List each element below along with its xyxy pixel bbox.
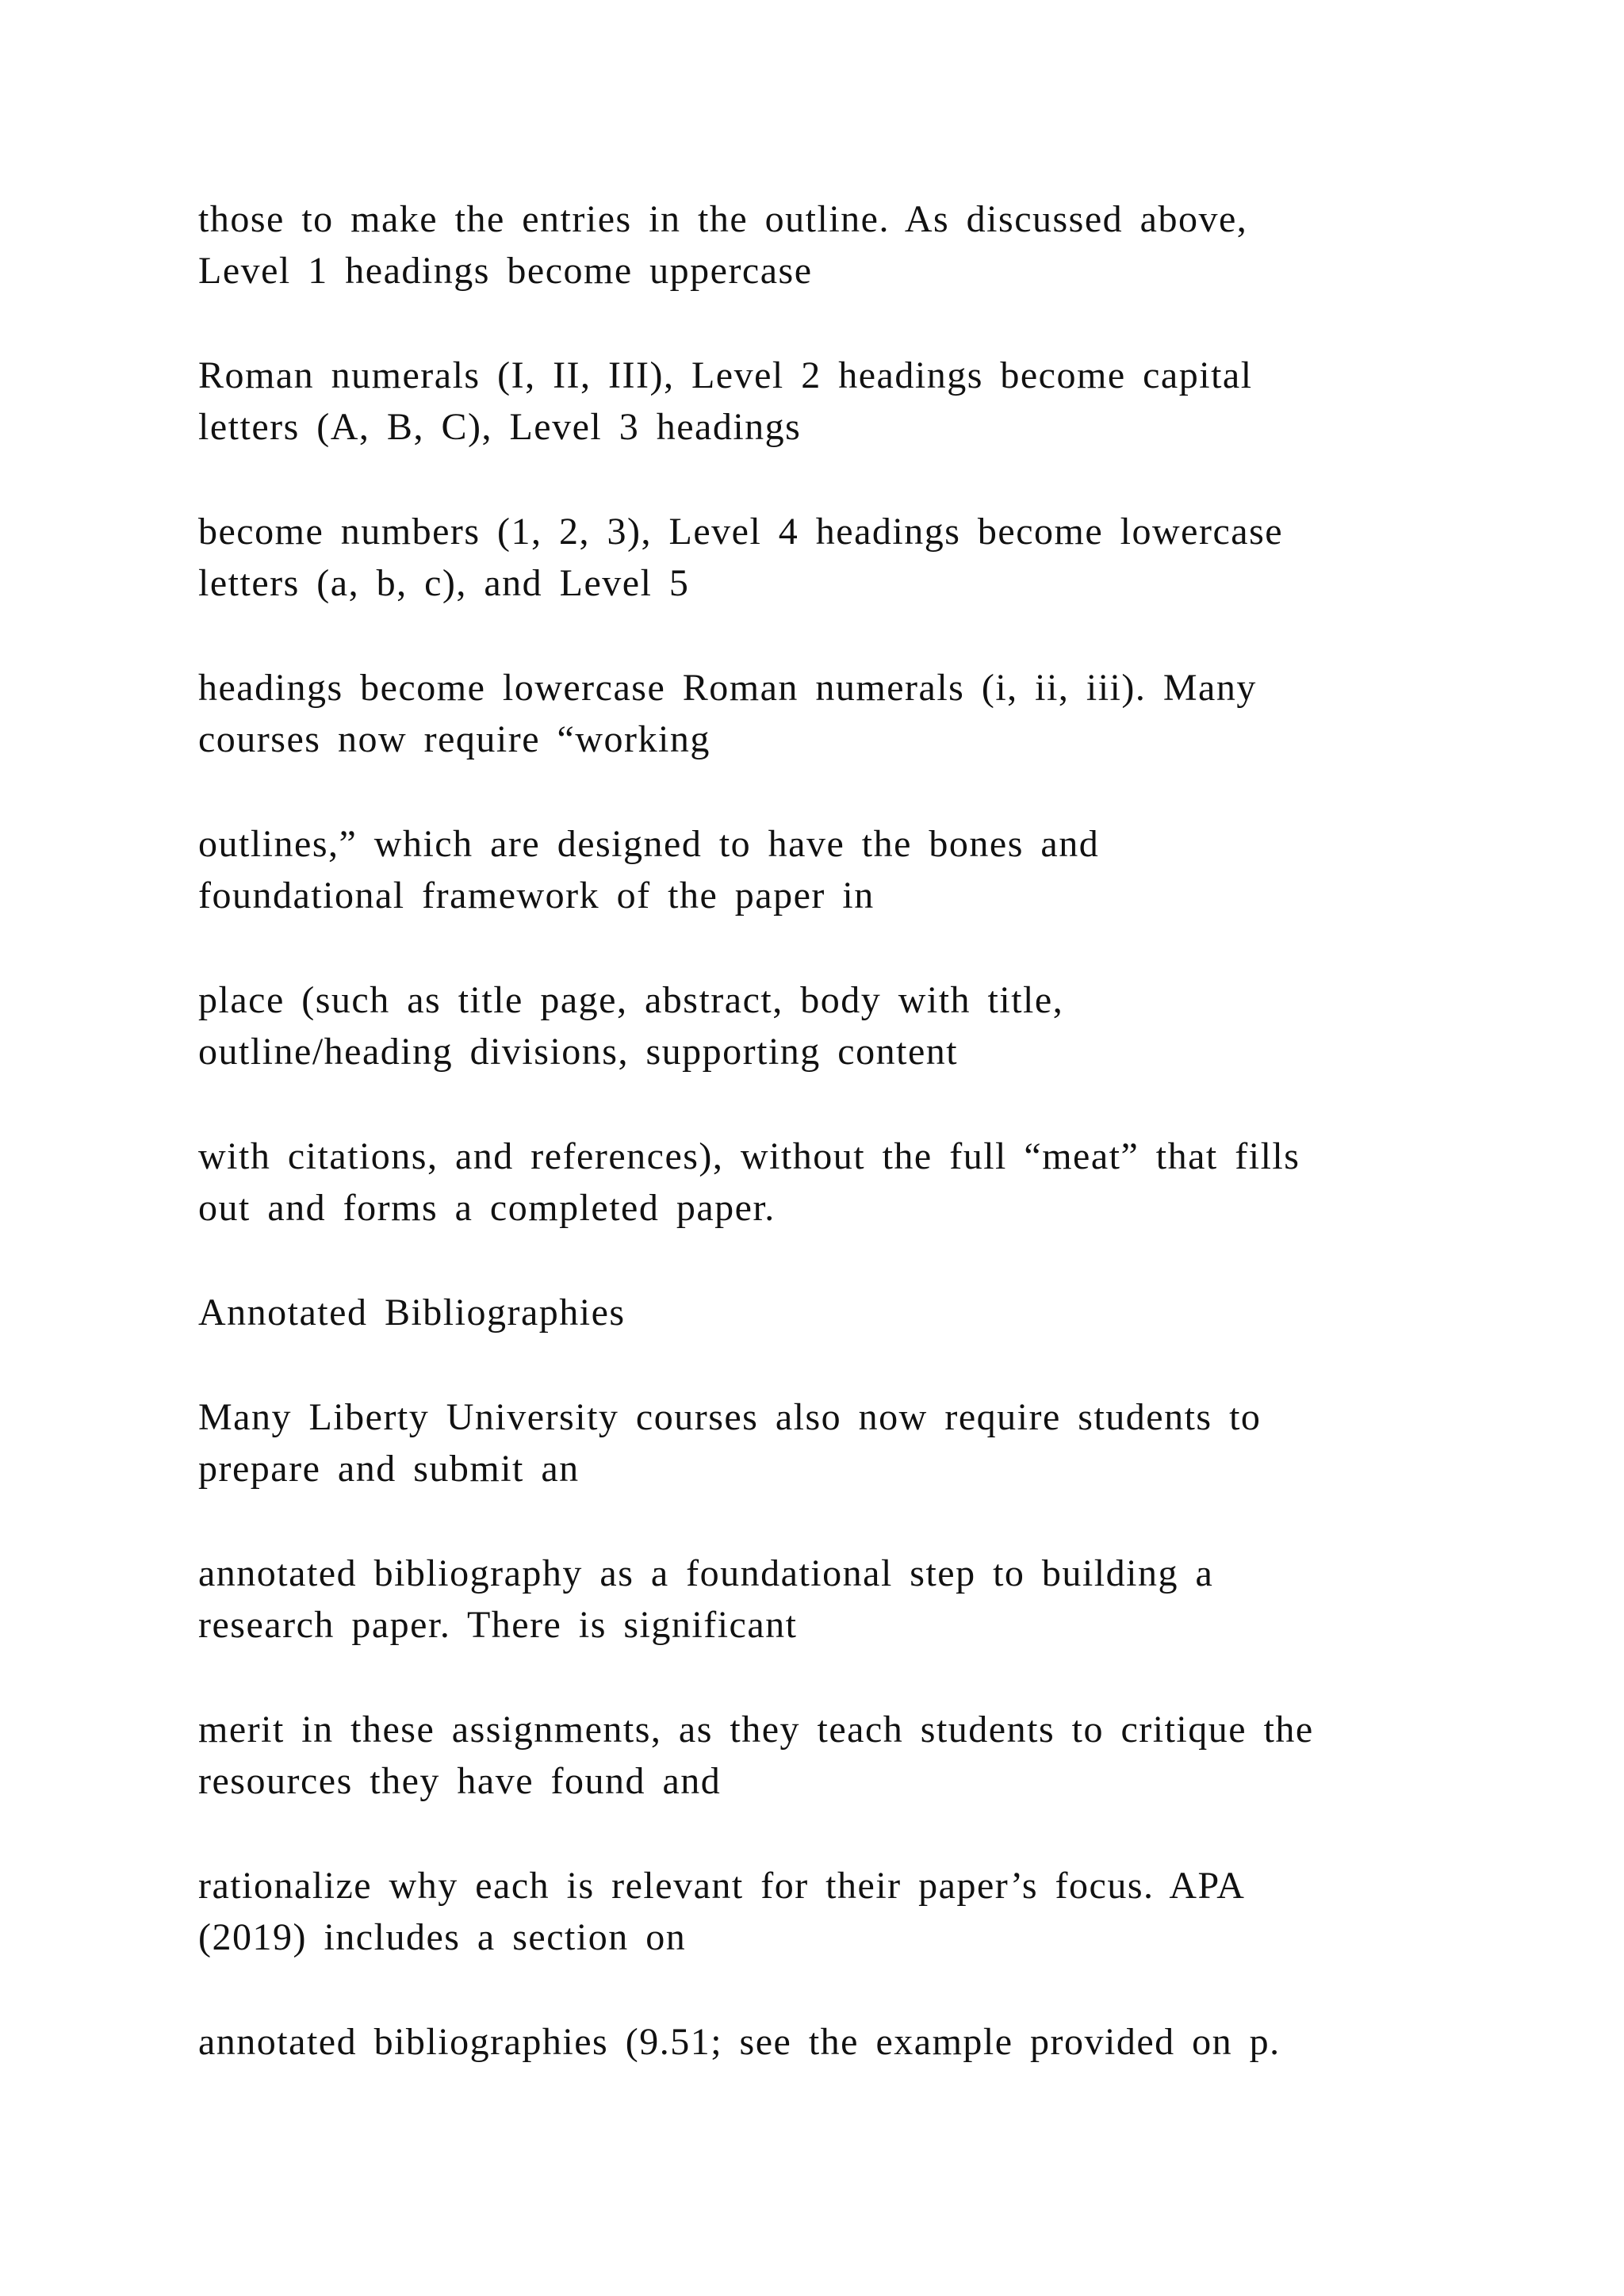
paragraph (198, 1860, 1507, 1963)
text-line: those to make the entries in the outline. As discussed above, (198, 198, 1248, 240)
paragraph (198, 2016, 1507, 2068)
text-line: headings become lowercase Roman numerals (i, ii, iii). Many (198, 667, 1257, 709)
text-line: out and forms a completed paper. (198, 1187, 776, 1229)
text-line: merit in these assignments, as they teach students to critique the (198, 1709, 1314, 1751)
text-line: Level 1 headings become uppercase (198, 250, 813, 292)
paragraph (198, 1131, 1507, 1234)
text-line: resources they have found and (198, 1760, 722, 1802)
text-line: letters (A, B, C), Level 3 headings (198, 406, 802, 448)
text-line: annotated bibliographies (9.51; see the example provided on p. (198, 2021, 1281, 2063)
paragraph (198, 818, 1507, 921)
document-body (198, 193, 1507, 2121)
paragraph (198, 193, 1507, 297)
text-line: Many Liberty University courses also now require students to (198, 1396, 1262, 1438)
text-line: courses now require “working (198, 718, 710, 760)
paragraph (198, 1548, 1507, 1651)
text-line: outlines,” which are designed to have the bones and (198, 823, 1100, 865)
text-line: outline/heading divisions, supporting content (198, 1031, 959, 1073)
text-line: rationalize why each is relevant for their paper’s focus. APA (198, 1865, 1246, 1907)
paragraph (198, 974, 1507, 1077)
text-line: research paper. There is significant (198, 1604, 798, 1646)
paragraph (198, 506, 1507, 609)
text-line: letters (a, b, c), and Level 5 (198, 562, 690, 604)
paragraph (198, 662, 1507, 765)
section-heading (198, 1287, 1507, 1338)
text-line: place (such as title page, abstract, body with title, (198, 979, 1064, 1021)
paragraph (198, 1704, 1507, 1807)
text-line: foundational framework of the paper in (198, 874, 875, 916)
text-line: prepare and submit an (198, 1448, 580, 1490)
paragraph (198, 1391, 1507, 1494)
paragraph (198, 350, 1507, 453)
text-line: become numbers (1, 2, 3), Level 4 headings become lowercase (198, 511, 1284, 553)
text-line: Roman numerals (I, II, III), Level 2 headings become capital (198, 354, 1253, 396)
text-line: (2019) includes a section on (198, 1916, 687, 1958)
heading-text: Annotated Bibliographies (198, 1292, 626, 1334)
text-line: annotated bibliography as a foundational step to building a (198, 1552, 1214, 1594)
text-line: with citations, and references), without the full “meat” that fills (198, 1135, 1300, 1177)
